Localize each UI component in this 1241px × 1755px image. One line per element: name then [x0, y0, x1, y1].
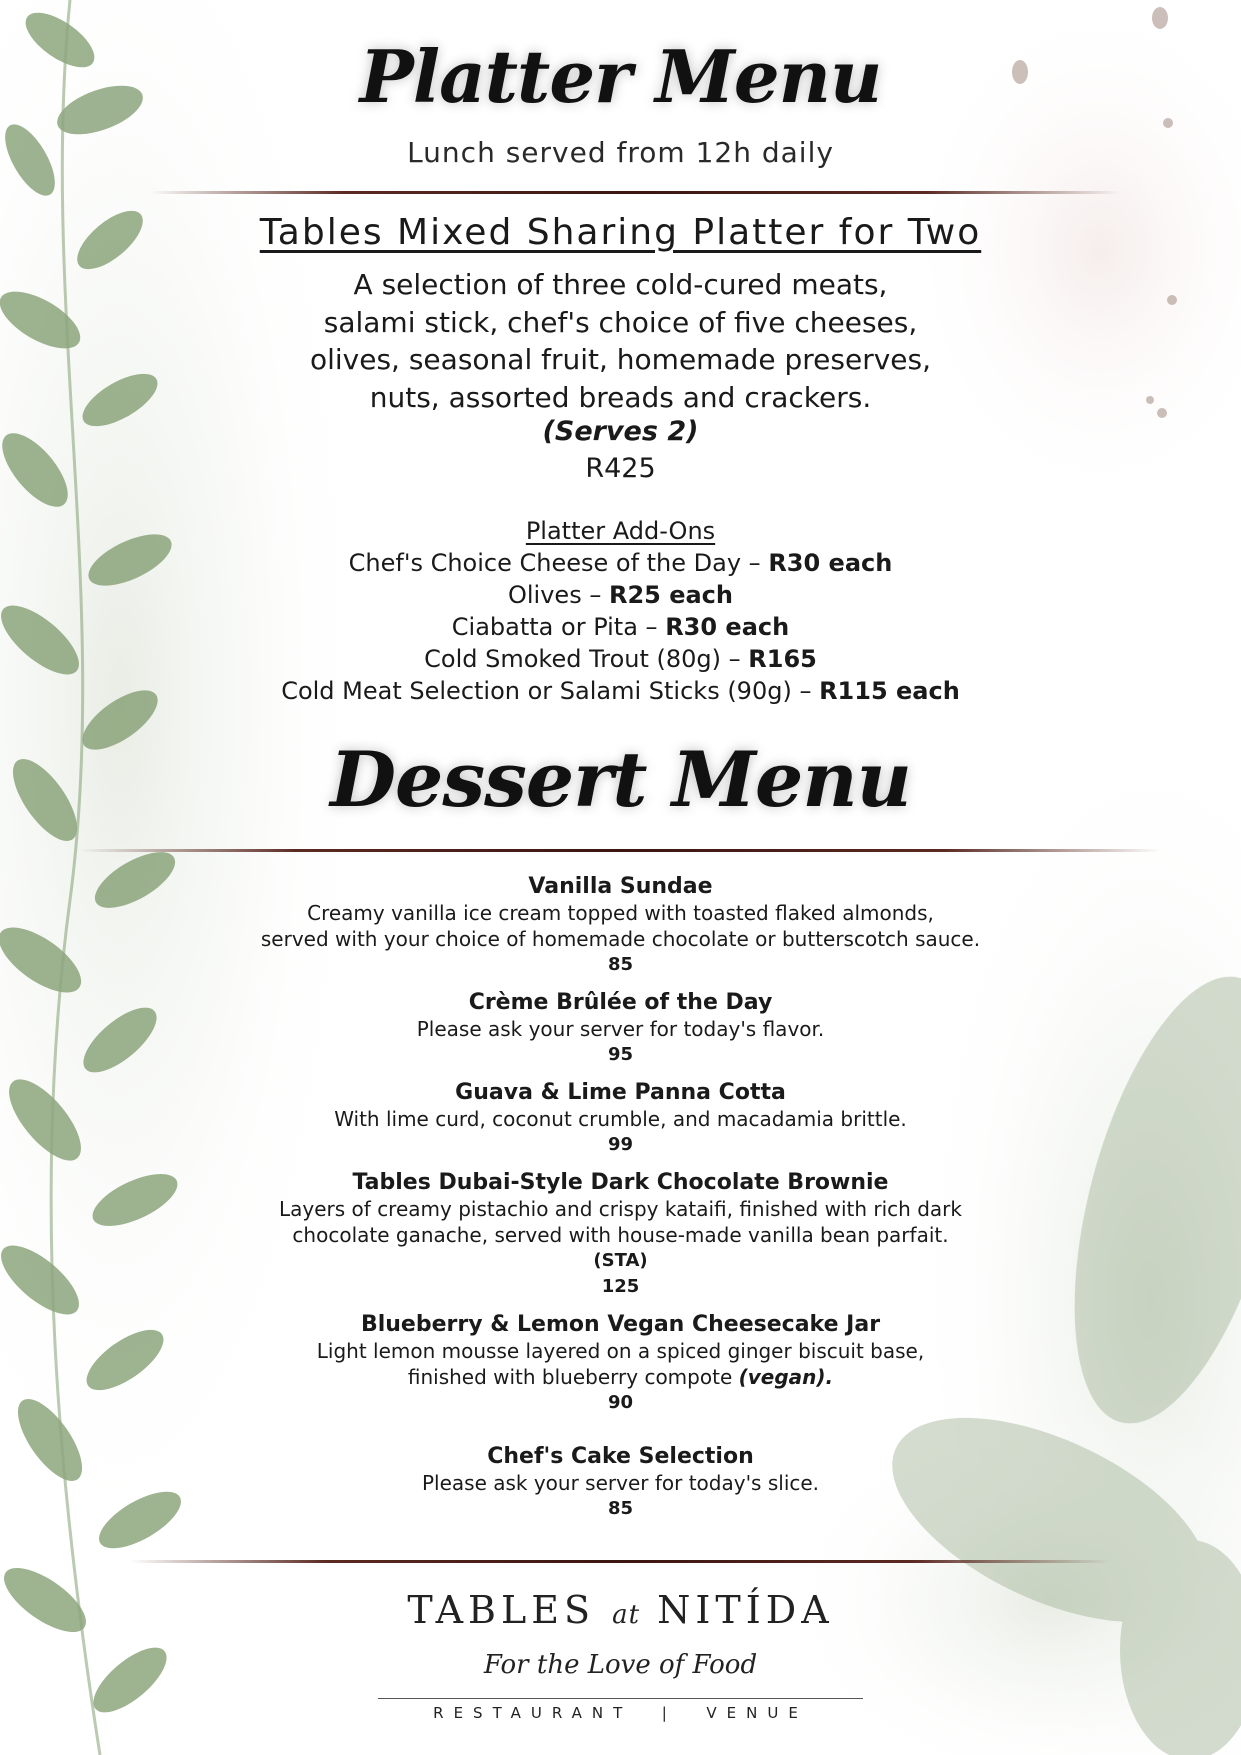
dessert-item: [0, 1312, 1241, 1416]
platter-description: [0, 266, 1241, 416]
dessert-item: [0, 1080, 1241, 1158]
addon-item: Olives – R25 each: [508, 581, 733, 609]
dessert-name: Tables Dubai-Style Dark Chocolate Brownie: [352, 1170, 889, 1195]
description-line: nuts, assorted breads and crackers.: [369, 380, 872, 414]
dessert-item: [0, 990, 1241, 1068]
addon-item: Chef's Choice Cheese of the Day – R30 each: [348, 549, 893, 577]
addons-heading: Platter Add-Ons: [525, 517, 716, 545]
dessert-name: Vanilla Sundae: [528, 874, 713, 899]
dessert-menu-title: Dessert Menu: [330, 735, 911, 824]
platter-heading: Tables Mixed Sharing Platter for Two: [259, 212, 982, 253]
dessert-desc: chocolate ganache, served with house-made vanilla bean parfait.: [292, 1223, 949, 1247]
dessert-desc: Please ask your server for today's flavor.: [416, 1017, 825, 1041]
addon-item: Cold Smoked Trout (80g) – R165: [424, 645, 817, 673]
divider: [80, 849, 1160, 852]
dessert-desc: served with your choice of homemade chocolate or butterscotch sauce.: [260, 927, 981, 951]
dessert-price: 85: [607, 954, 634, 975]
dessert-item: [0, 874, 1241, 978]
dessert-desc: With lime curd, coconut crumble, and macadamia brittle.: [334, 1107, 907, 1131]
platter-serves: (Serves 2): [542, 416, 699, 447]
dessert-price: 95: [607, 1044, 634, 1065]
description-line: A selection of three cold-cured meats,: [353, 268, 888, 301]
platter-price: R425: [585, 453, 656, 484]
dessert-item: [0, 1444, 1241, 1522]
dessert-price: 90: [607, 1392, 634, 1413]
dessert-name: Guava & Lime Panna Cotta: [455, 1080, 786, 1105]
dessert-desc: Layers of creamy pistachio and crispy kataifi, finished with rich dark: [279, 1197, 962, 1221]
dessert-desc: finished with blueberry compote (vegan).: [407, 1365, 834, 1389]
addon-item: Cold Meat Selection or Salami Sticks (90g) – R115 each: [281, 677, 960, 705]
divider: [150, 191, 1120, 194]
dessert-desc: Creamy vanilla ice cream topped with toasted flaked almonds,: [307, 901, 934, 925]
addon-item: Ciabatta or Pita – R30 each: [451, 613, 790, 641]
brand-logo: TABLES at NITÍDA: [407, 1588, 834, 1632]
platter-menu-subtitle: Lunch served from 12h daily: [407, 136, 834, 169]
description-line: olives, seasonal fruit, homemade preserves,: [309, 343, 932, 376]
addons-list: [0, 547, 1241, 707]
dessert-item: [0, 1170, 1241, 1300]
divider: [130, 1560, 1110, 1563]
brand-sub: RESTAURANT | VENUE: [433, 1704, 808, 1722]
dessert-desc: Light lemon mousse layered on a spiced ginger biscuit base,: [316, 1339, 925, 1363]
divider: [378, 1698, 863, 1699]
dessert-name: Crème Brûlée of the Day: [468, 990, 773, 1015]
dessert-name: Blueberry & Lemon Vegan Cheesecake Jar: [360, 1312, 881, 1337]
dessert-price: 99: [607, 1134, 634, 1155]
dessert-note: (STA): [593, 1250, 648, 1271]
description-line: salami stick, chef's choice of five cheeses,: [323, 305, 918, 339]
platter-menu-title: Platter Menu: [359, 34, 882, 119]
dessert-desc: Please ask your server for today's slice.: [421, 1471, 820, 1495]
dessert-name: Chef's Cake Selection: [487, 1444, 754, 1469]
dessert-list: [0, 874, 1241, 1522]
dessert-price: 125: [601, 1276, 640, 1297]
dessert-price: 85: [607, 1498, 634, 1519]
brand-tagline: For the Love of Food: [483, 1650, 758, 1680]
